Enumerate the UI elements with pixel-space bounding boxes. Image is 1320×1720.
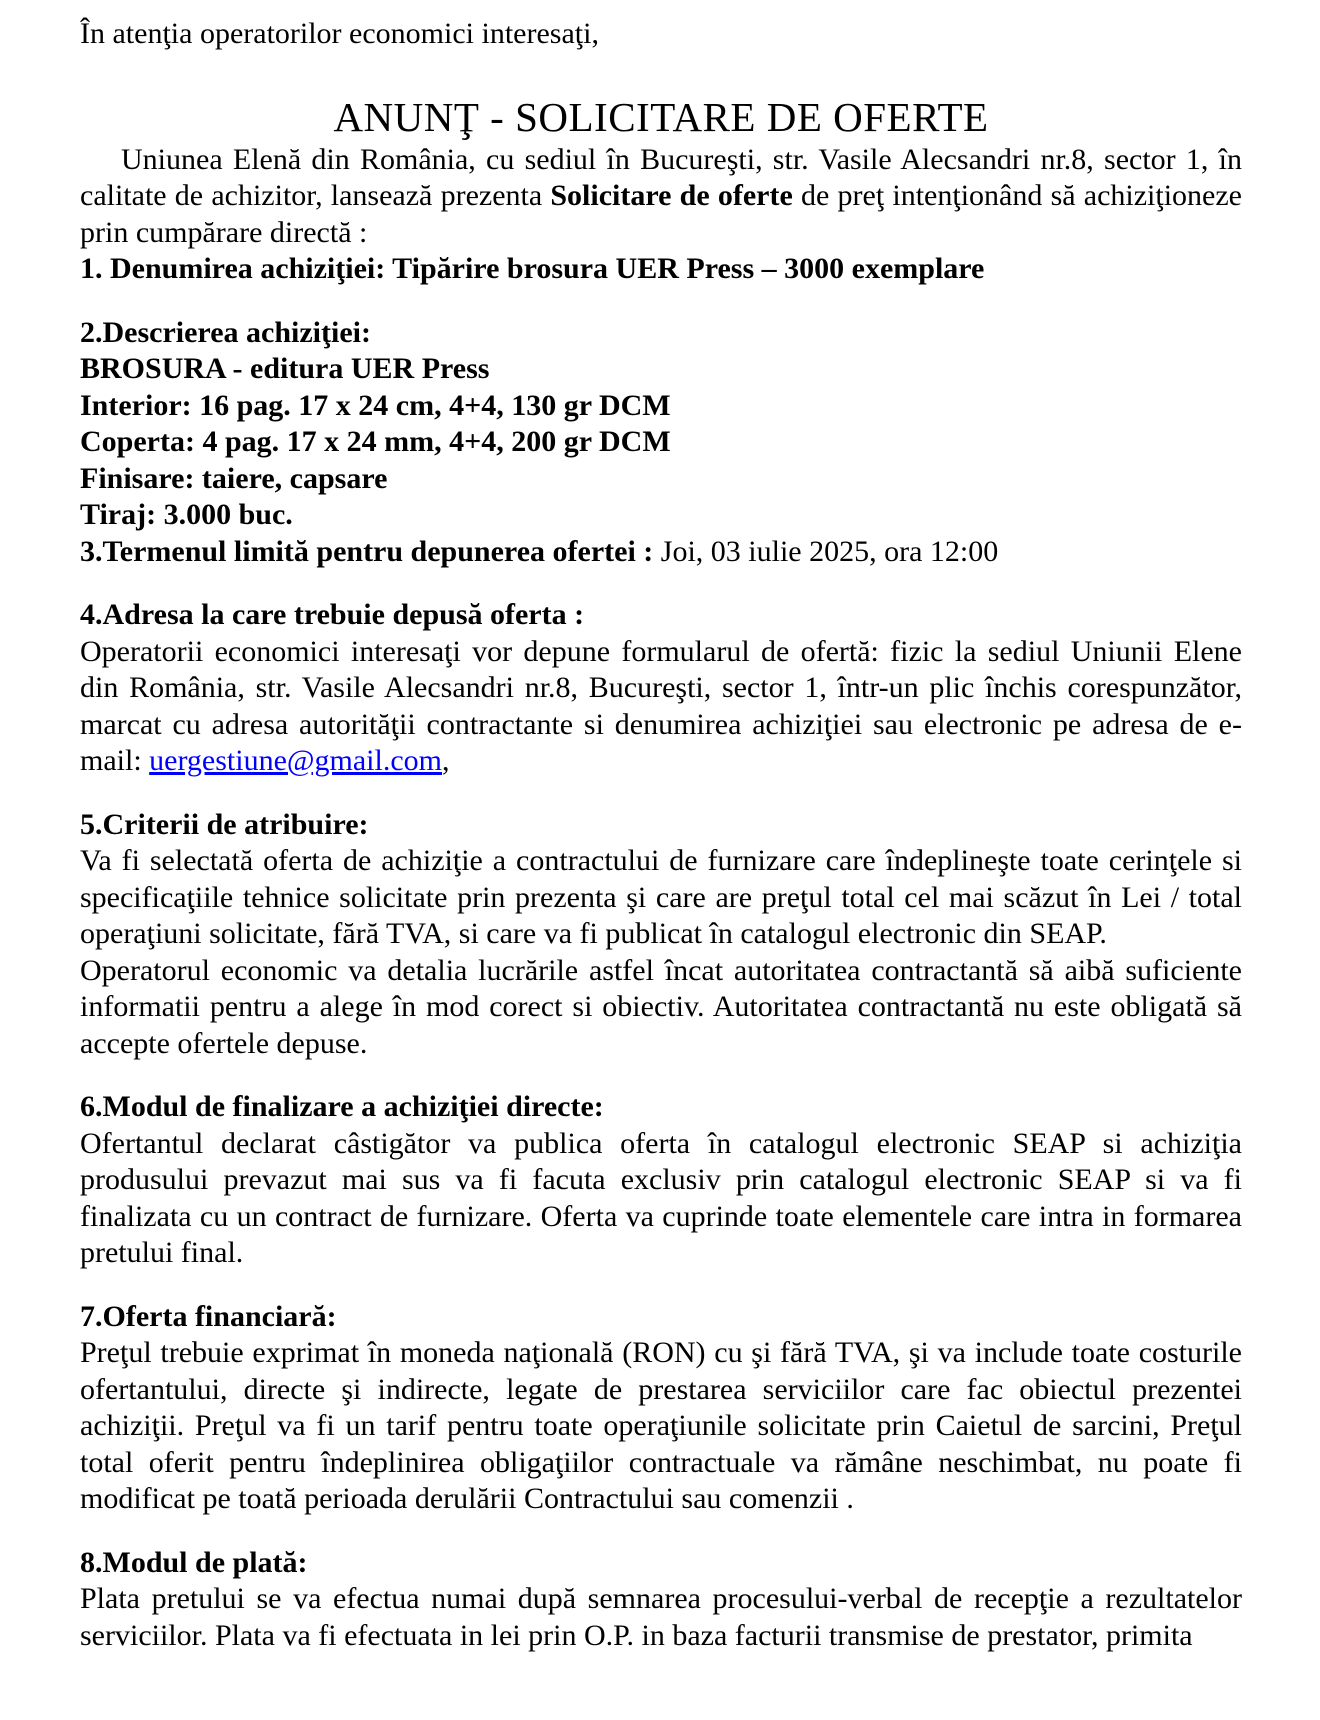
section-2-line-brosura: BROSURA - editura UER Press: [80, 352, 490, 385]
section-3-deadline-value: Joi, 03 iulie 2025, ora 12:00: [653, 534, 999, 568]
section-7-paragraph: Preţul trebuie exprimat în moneda naţională (RON) cu şi fără TVA, şi va include toate costurile ofertantului, directe şi indirecte, legate de prestarea serviciilor care fac obiectul prezentei achiziţii. Preţul va fi un tarif pentru toate operaţiunile solicitate prin Caietul de sarcini, Preţul total oferit pentru îndeplinirea obligaţiilor contractuale va rămâne neschimbat, nu poate fi modificat pe toată perioada derulării Contractului sau comenzii .: [80, 1336, 1242, 1515]
section-2: [80, 315, 1242, 534]
section-2-line-coperta: Coperta: 4 pag. 17 x 24 mm, 4+4, 200 gr DCM: [80, 425, 671, 458]
section-8-paragraph: Plata pretului se va efectua numai după semnarea procesului-verbal de recepţie a rezultatelor serviciilor. Plata va fi efectuata in lei prin O.P. in baza facturii transmise de prestator, primita: [80, 1582, 1242, 1652]
section-8-heading: 8.Modul de plată:: [80, 1545, 308, 1579]
section-7-heading: 7.Oferta financiară:: [80, 1299, 337, 1333]
section-4-heading: 4.Adresa la care trebuie depusă oferta :: [80, 598, 585, 631]
section-4: [80, 597, 1242, 780]
section-1-heading: 1. Denumirea achiziţiei: Tipărire brosura UER Press – 3000 exemplare: [80, 252, 985, 285]
section-3-line: [80, 534, 1242, 571]
section-5: [80, 807, 1242, 1063]
section-4-text-before-link: Operatorii economici interesaţi vor depune formularul de ofertă: fizic la sediul Uniunii Elene din România, str. Vasile Alecsandri nr.8, Bucureşti, sector 1, într-un plic închis corespunzător, marcat cu adresa autorităţii contractante si denumirea achiziţiei sau electronic pe adresa de e-mail:: [80, 634, 1242, 777]
section-2-line-tiraj: Tiraj: 3.000 buc.: [80, 498, 293, 531]
email-link[interactable]: uergestiune@gmail.com: [149, 744, 442, 777]
section-3-heading: 3.Termenul limită pentru depunerea ofertei :: [80, 534, 654, 568]
section-5-paragraph-2: Operatorul economic va detalia lucrările astfel încat autoritatea contractantă să aibă suficiente informatii pentru a alege în mod corect si obiectiv. Autoritatea contractantă nu este obligată să accepte ofertele depuse.: [80, 953, 1242, 1060]
page-title: ANUNŢ - SOLICITARE DE OFERTE: [333, 93, 989, 140]
intro-paragraph: [80, 142, 1242, 252]
section-5-paragraph-1: Va fi selectată oferta de achiziţie a contractului de furnizare care îndeplineşte toate cerinţele si specificaţiile tehnice solicitate prin prezenta şi care are preţul total cel mai scăzut în Lei / total operaţiuni solicitate, fără TVA, si care va fi publicat în catalogul electronic din SEAP.: [80, 844, 1242, 950]
section-4-text-after-link: ,: [442, 744, 450, 777]
section-6: [80, 1089, 1242, 1272]
section-8: [80, 1545, 1242, 1655]
section-6-heading: 6.Modul de finalizare a achiziţiei directe:: [80, 1090, 604, 1123]
section-4-paragraph: [80, 634, 1242, 780]
section-5-heading: 5.Criterii de atribuire:: [80, 807, 369, 841]
intro-text-before: Uniunea Elenă din România, cu sediul în Bucureşti, str. Vasile Alecsandri nr.8, sector 1, în calitate de achizitor, lansează prezenta: [80, 142, 1242, 212]
section-2-line-interior: Interior: 16 pag. 17 x 24 cm, 4+4, 130 gr DCM: [80, 388, 671, 422]
salutation-line: În atenţia operatorilor economici interesaţi,: [80, 17, 599, 50]
section-2-line-finisare: Finisare: taiere, capsare: [80, 461, 388, 495]
intro-bold-phrase: Solicitare de oferte: [550, 179, 793, 212]
section-2-heading: 2.Descrierea achiziţiei:: [80, 315, 371, 349]
intro-text-after: de preţ intenţionând să achiziţioneze prin cumpărare directă :: [80, 179, 1242, 249]
section-7: [80, 1299, 1242, 1518]
section-6-paragraph: Ofertantul declarat câstigător va publica oferta în catalogul electronic SEAP si achiziţia produsului prevazut mai sus va fi facuta exclusiv prin catalogul electronic SEAP si va fi finalizata cu un contract de furnizare. Oferta va cuprinde toate elementele care intra in formarea pretului final.: [80, 1126, 1242, 1269]
